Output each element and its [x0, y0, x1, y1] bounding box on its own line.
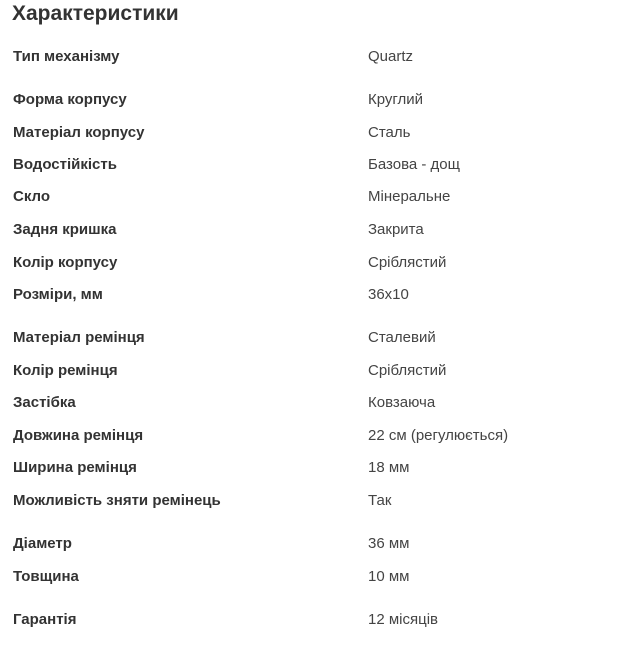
spec-value: Quartz [368, 48, 414, 65]
section-title: Характеристики [12, 2, 179, 25]
spec-value: Круглий [368, 91, 424, 108]
spec-label: Гарантія [13, 611, 77, 628]
spec-row [0, 218, 640, 242]
spec-value: 36 мм [368, 535, 410, 552]
spec-value: Сталь [368, 124, 411, 141]
spec-value: Сріблястий [368, 362, 447, 379]
spec-label: Водостійкість [13, 156, 117, 173]
spec-row [0, 153, 640, 177]
spec-value: Сріблястий [368, 254, 447, 271]
spec-value: 22 см (регулюється) [368, 427, 509, 444]
spec-row [0, 326, 640, 350]
spec-row [0, 251, 640, 275]
spec-label: Скло [13, 188, 51, 205]
spec-value: Так [368, 492, 392, 509]
spec-label: Матеріал ремінця [13, 329, 145, 346]
spec-value: Сталевий [368, 329, 436, 346]
spec-row [0, 359, 640, 383]
spec-label: Колір корпусу [13, 254, 118, 271]
spec-value: 10 мм [368, 568, 410, 585]
spec-row [0, 391, 640, 415]
spec-label: Можливість зняти ремінець [13, 492, 221, 509]
spec-row [0, 185, 640, 209]
spec-row [0, 45, 640, 69]
spec-label: Розміри, мм [13, 286, 103, 303]
spec-row [0, 565, 640, 589]
spec-label: Товщина [13, 568, 79, 585]
spec-label: Задня кришка [13, 221, 117, 238]
spec-label: Ширина ремінця [13, 459, 137, 476]
spec-label: Матеріал корпусу [13, 124, 145, 141]
spec-value: Базова - дощ [368, 156, 460, 173]
spec-value: 36x10 [368, 286, 409, 303]
spec-value: Закрита [368, 221, 424, 238]
spec-row [0, 532, 640, 556]
spec-value: Мінеральне [368, 188, 451, 205]
spec-row [0, 424, 640, 448]
spec-label: Колір ремінця [13, 362, 118, 379]
spec-row [0, 88, 640, 112]
spec-label: Довжина ремінця [13, 427, 144, 444]
spec-row [0, 456, 640, 480]
spec-label: Застібка [13, 394, 76, 411]
spec-value: 18 мм [368, 459, 410, 476]
spec-row [0, 283, 640, 307]
spec-label: Діаметр [13, 535, 72, 552]
spec-label: Форма корпусу [13, 91, 127, 108]
spec-label: Тип механізму [13, 48, 120, 65]
spec-row [0, 608, 640, 632]
spec-row [0, 489, 640, 513]
spec-row [0, 121, 640, 145]
spec-value: Ковзаюча [368, 394, 436, 411]
spec-value: 12 місяців [368, 611, 439, 628]
